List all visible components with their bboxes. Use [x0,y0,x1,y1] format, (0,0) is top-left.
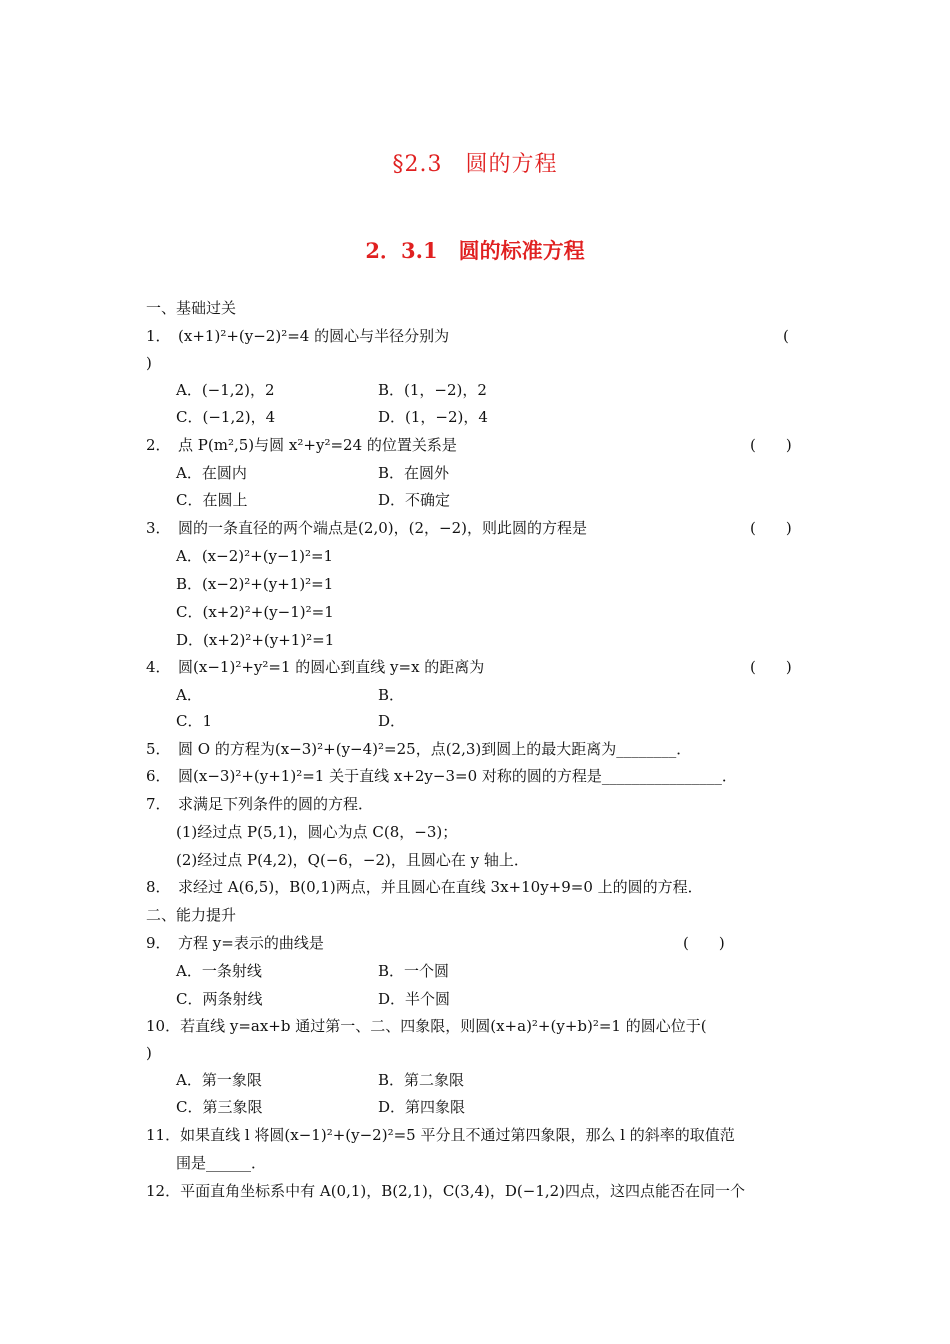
option-c: C．第三象限 [176,1098,263,1116]
option-c: C．1 [176,712,213,730]
section-title: §2.3 圆的方程 [392,152,558,177]
question-11: 11．如果直线 l 将圆(x−1)²+(y−2)²=5 平分且不通过第四象限，那么 l 的斜率的取值范 [146,1126,735,1144]
option-c: C．两条射线 [176,990,263,1008]
subsection-title: 2．3.1 圆的标准方程 [365,238,585,263]
option-b: B．第二象限 [378,1071,465,1089]
option-c: C．(−1,2)，4 [176,408,276,426]
option-d: D．半个圆 [378,990,451,1008]
option-a: A．第一象限 [176,1071,262,1089]
answer-bracket-2: ( ) [750,436,792,454]
question-7: 7． 求满足下列条件的圆的方程． [146,795,374,813]
option-d: D．(x+2)²+(y+1)²=1 [176,631,335,649]
option-d: D．第四象限 [378,1098,466,1116]
option-a: A．一条射线 [176,962,262,980]
option-b: B．(x−2)²+(y+1)²=1 [176,575,334,593]
section-heading-basic: 一、基础过关 [146,299,237,317]
question-6: 6． 圆(x−3)²+(y+1)²=1 关于直线 x+2y−3=0 对称的圆的方程是________________． [146,767,737,785]
option-b: B．(1，−2)，2 [378,381,487,399]
answer-bracket-10-close: ) [146,1044,152,1062]
section-heading-advanced: 二、能力提升 [146,906,237,924]
answer-bracket-3: ( ) [750,519,792,537]
option-a: A．在圆内 [176,464,247,482]
option-b: B． [378,686,405,704]
option-d: D．(1，−2)，4 [378,408,488,426]
question-8: 8． 求经过 A(6,5)，B(0,1)两点，并且圆心在直线 3x+10y+9=0 上的圆的方程． [146,878,703,896]
question-7-part-2: (2)经过点 P(4,2)，Q(−6，−2)，且圆心在 y 轴上． [176,851,529,869]
question-10: 10．若直线 y=ax+b 通过第一、二、四象限，则圆(x+a)²+(y+b)²=1 的圆心位于( [146,1017,707,1035]
question-12: 12．平面直角坐标系中有 A(0,1)，B(2,1)，C(3,4)，D(−1,2)四点，这四点能否在同一个 [146,1182,746,1200]
question-7-part-1: (1)经过点 P(5,1)，圆心为点 C(8，−3)； [176,823,458,841]
answer-bracket-4: ( ) [750,658,792,676]
question-3: 3． 圆的一条直径的两个端点是(2,0)，(2，−2)，则此圆的方程是 [146,519,587,537]
answer-bracket-9: ( ) [683,934,725,952]
option-a: A．(x−2)²+(y−1)²=1 [176,547,334,565]
question-11-continued: 围是______． [176,1154,267,1172]
option-c: C．在圆上 [176,491,248,509]
answer-bracket-1: ( [783,327,789,345]
option-d: D． [378,712,406,730]
answer-bracket-1-close: ) [146,354,152,372]
question-9: 9． 方程 y=表示的曲线是 [146,934,324,952]
option-a: A． [176,686,202,704]
option-d: D．不确定 [378,491,451,509]
option-a: A．(−1,2)，2 [176,381,275,399]
question-5: 5． 圆 O 的方程为(x−3)²+(y−4)²=25，点(2,3)到圆上的最大距离为________． [146,740,692,758]
question-2: 2． 点 P(m²,5)与圆 x²+y²=24 的位置关系是 [146,436,457,454]
question-4: 4． 圆(x−1)²+y²=1 的圆心到直线 y=x 的距离为 [146,658,485,676]
option-c: C．(x+2)²+(y−1)²=1 [176,603,334,621]
question-1: 1． (x+1)²+(y−2)²=4 的圆心与半径分别为 [146,327,450,345]
option-b: B．在圆外 [378,464,450,482]
option-b: B．一个圆 [378,962,450,980]
